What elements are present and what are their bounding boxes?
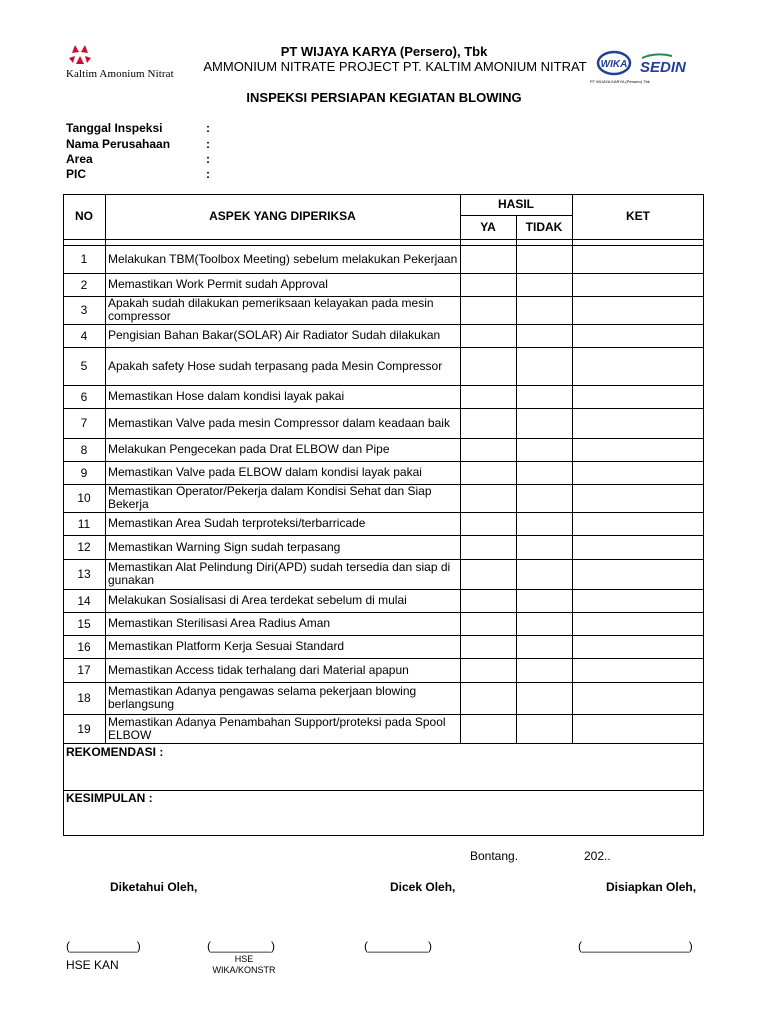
signature-line-3: (_________)	[364, 939, 433, 953]
grid-line	[63, 408, 704, 409]
row-aspek: Melakukan TBM(Toolbox Meeting) sebelum melakukan Pekerjaan	[108, 251, 458, 266]
grid-line	[63, 790, 704, 791]
row-aspek: Memastikan Valve pada ELBOW dalam kondisi layak pakai	[108, 465, 422, 479]
row-aspek: Apakah sudah dilakukan pemeriksaan kelayakan pada mesin compressor	[108, 296, 434, 323]
wika-logo-icon	[596, 50, 632, 76]
row-number: 1	[80, 252, 88, 266]
row-number: 16	[77, 639, 91, 654]
dicek-label: Dicek Oleh,	[390, 880, 456, 894]
row-aspek: Memastikan Area Sudah terproteksi/terbarricade	[108, 516, 366, 530]
grid-line	[63, 438, 704, 439]
row-aspek: Memastikan Operator/Pekerja dalam Kondisi Sehat dan Siap Bekerja	[108, 484, 432, 511]
row-number: 6	[80, 389, 88, 404]
info-colon: :	[206, 121, 210, 135]
kan-logo-text: Kaltim Amonium Nitrat	[66, 68, 174, 80]
row-number: 11	[77, 516, 91, 531]
col-header-aspek: ASPEK YANG DIPERIKSA	[209, 209, 356, 223]
grid-line	[63, 347, 704, 348]
grid-line	[63, 743, 704, 744]
row-aspek: Memastikan Adanya Penambahan Support/proteksi pada Spool ELBOW	[108, 714, 446, 742]
page-title: INSPEKSI PERSIAPAN KEGIATAN BLOWING	[246, 90, 522, 105]
info-label-area: Area	[66, 152, 93, 166]
row-aspek: Memastikan Sterilisasi Area Radius Aman	[108, 616, 331, 630]
signature-line-2: (_________)	[207, 939, 276, 953]
company-name: PT WIJAYA KARYA (Persero), Tbk	[280, 44, 488, 59]
row-aspek: Memastikan Alat Pelindung Diri(APD) sudah tersedia dan siap di gunakan	[108, 560, 451, 587]
grid-line	[460, 194, 461, 743]
grid-line	[63, 239, 704, 240]
col-header-ya: YA	[480, 220, 496, 234]
rekomendasi-label: REKOMENDASI :	[66, 745, 164, 759]
wika-caption: PT WIJAYA KARYA (Persero) Tbk	[590, 79, 650, 84]
grid-line	[63, 245, 704, 246]
row-aspek: Apakah safety Hose sudah terpasang pada Mesin Compressor	[108, 358, 443, 373]
row-number: 3	[80, 303, 88, 317]
row-number: 17	[77, 663, 91, 677]
row-aspek: Memastikan Platform Kerja Sesuai Standard	[108, 639, 345, 653]
grid-line	[63, 535, 704, 536]
grid-line	[63, 635, 704, 636]
grid-line	[63, 461, 704, 462]
row-aspek: Memastikan Access tidak terhalang dari Material apapun	[108, 662, 409, 677]
row-number: 8	[80, 442, 88, 457]
grid-line	[516, 215, 517, 743]
row-aspek: Melakukan Sosialisasi di Area terdekat sebelum di mulai	[108, 593, 407, 607]
sedin-logo-text: SEDIN	[640, 59, 686, 76]
row-number: 19	[77, 721, 91, 736]
role-hse-line: HSE	[234, 954, 254, 964]
col-header-no: NO	[75, 209, 93, 223]
disiapkan-label: Disiapkan Oleh,	[606, 880, 697, 894]
row-aspek: Memastikan Warning Sign sudah terpasang	[108, 539, 341, 554]
grid-line	[63, 512, 704, 513]
row-number: 18	[77, 691, 91, 705]
row-number: 2	[80, 277, 88, 292]
grid-line	[63, 658, 704, 659]
row-number: 7	[80, 416, 88, 430]
row-number: 15	[77, 616, 91, 631]
grid-line	[572, 194, 573, 743]
role-wika-konstr-line: WIKA/KONSTR	[212, 965, 276, 975]
row-number: 5	[80, 359, 88, 373]
row-number: 10	[77, 491, 91, 505]
role-hse-wika	[203, 954, 285, 976]
info-label-tanggal: Tanggal Inspeksi	[66, 121, 163, 135]
grid-line	[63, 589, 704, 590]
grid-line	[63, 324, 704, 325]
grid-line	[63, 385, 704, 386]
info-colon: :	[206, 137, 210, 151]
info-label-pic: PIC	[66, 167, 87, 181]
signature-line-1: (__________)	[66, 939, 141, 953]
info-colon: :	[206, 167, 210, 181]
kesimpulan-label: KESIMPULAN :	[66, 791, 153, 805]
row-aspek: Memastikan Valve pada mesin Compressor dalam keadaan baik	[108, 415, 450, 430]
row-aspek: Melakukan Pengecekan pada Drat ELBOW dan Pipe	[108, 442, 390, 456]
role-hse-kan: HSE KAN	[66, 958, 119, 972]
grid-line	[63, 682, 704, 683]
sedin-logo-icon	[638, 52, 702, 76]
info-colon: :	[206, 152, 210, 166]
project-name: AMMONIUM NITRATE PROJECT PT. KALTIM AMONIUM NITRAT	[203, 59, 587, 74]
grid-line	[105, 194, 106, 743]
place-text: Bontang.	[470, 849, 519, 863]
row-aspek: Pengisian Bahan Bakar(SOLAR) Air Radiator Sudah dilakukan	[108, 328, 441, 342]
col-header-hasil: HASIL	[498, 197, 534, 211]
diketahui-label: Diketahui Oleh,	[110, 880, 198, 894]
year-text: 202..	[584, 849, 611, 863]
col-header-ket: KET	[626, 209, 650, 223]
grid-line	[63, 273, 704, 274]
row-number: 14	[77, 593, 91, 608]
row-number: 12	[77, 540, 91, 554]
row-number: 13	[77, 567, 91, 581]
col-header-tidak: TIDAK	[525, 220, 563, 234]
signature-line-4: (________________)	[578, 939, 693, 953]
row-aspek: Memastikan Work Permit sudah Approval	[108, 277, 328, 291]
wika-logo-text: WIKA	[600, 59, 628, 70]
row-number: 4	[80, 328, 88, 343]
row-aspek: Memastikan Adanya pengawas selama pekerjaan blowing berlangsung	[108, 684, 417, 711]
row-number: 9	[80, 465, 88, 480]
row-aspek: Memastikan Hose dalam kondisi layak pakai	[108, 389, 345, 403]
info-label-perusahaan: Nama Perusahaan	[66, 137, 171, 151]
grid-line	[63, 612, 704, 613]
